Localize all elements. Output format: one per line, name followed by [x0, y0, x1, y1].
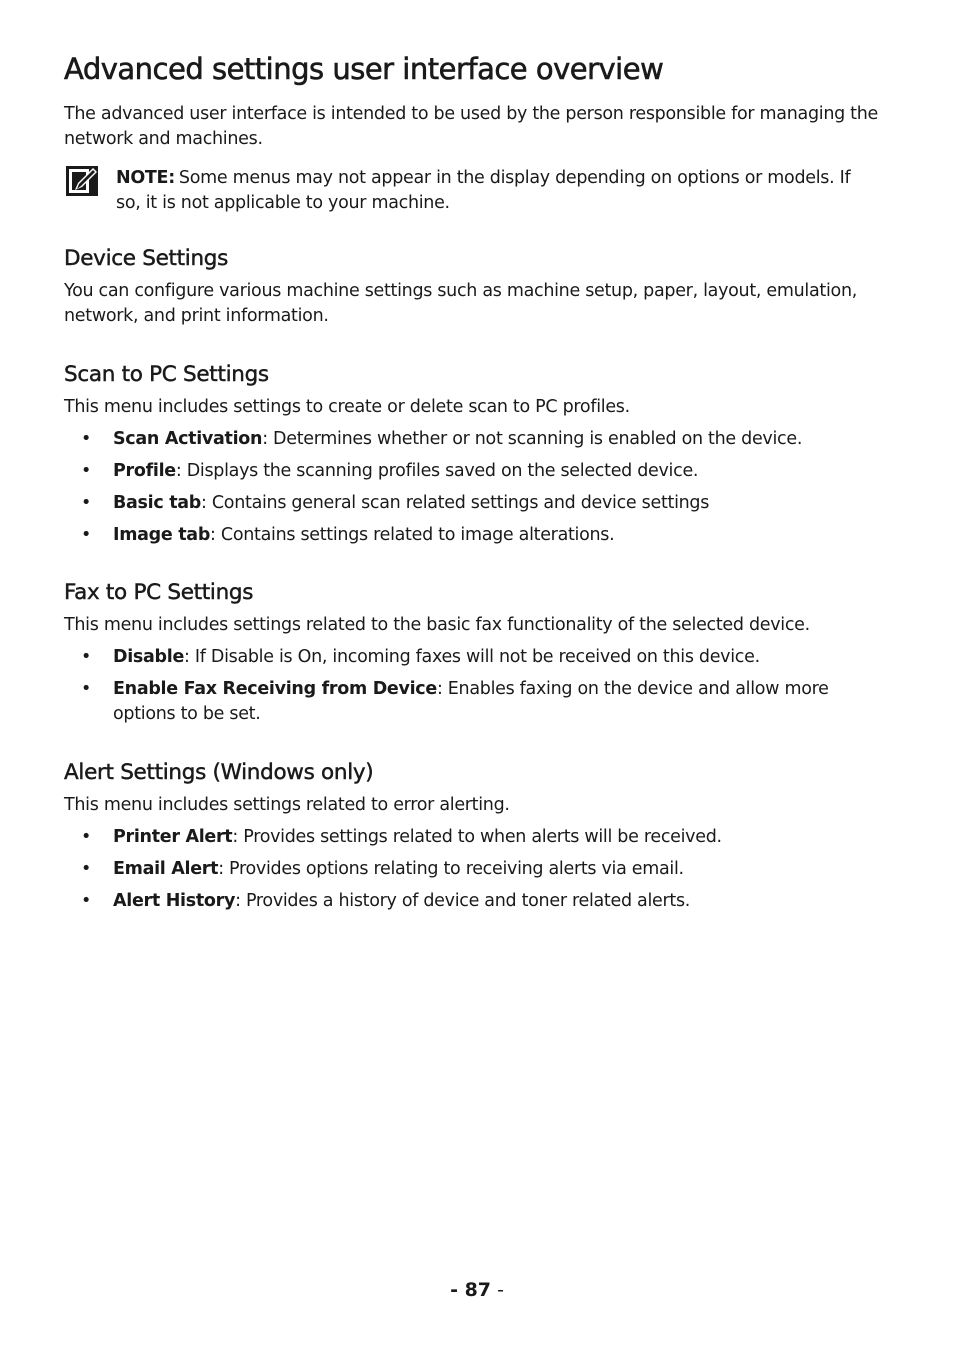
list-item — [64, 889, 894, 914]
section-device-settings — [64, 246, 894, 329]
intro-paragraph: The advanced user interface is intended to be used by the person responsible for managing the network and machines. — [64, 104, 878, 149]
list-item — [64, 523, 894, 548]
section-heading: Fax to PC Settings — [64, 580, 254, 605]
section-description: This menu includes settings to create or delete scan to PC profiles. — [64, 397, 630, 417]
page-number: 87 — [464, 1279, 492, 1301]
list-item-term: Alert History — [113, 891, 236, 911]
list-item — [64, 857, 894, 882]
list-item-text: : Enables faxing on the device and allow more options to be set. — [113, 679, 829, 724]
note-label: NOTE: — [116, 168, 175, 188]
list-item — [64, 677, 894, 727]
page-number-prefix: - — [450, 1279, 465, 1301]
list-item-text: : Provides options relating to receiving alerts via email. — [218, 859, 684, 879]
settings-list — [64, 645, 894, 727]
settings-list — [64, 825, 894, 914]
list-item-term: Disable — [113, 647, 185, 667]
list-item-term: Email Alert — [113, 859, 219, 879]
section-description: This menu includes settings related to the basic fax functionality of the selected device. — [64, 615, 810, 635]
list-item-term: Scan Activation — [113, 429, 263, 449]
section-description: This menu includes settings related to error alerting. — [64, 795, 510, 815]
section-heading: Alert Settings (Windows only) — [64, 760, 374, 785]
list-item-term: Basic tab — [113, 493, 202, 513]
list-item-term: Image tab — [113, 525, 211, 545]
list-item-text: : Displays the scanning profiles saved on the selected device. — [175, 461, 699, 481]
list-item — [64, 491, 894, 516]
note-pencil-icon — [66, 166, 98, 196]
list-item-text: : Provides settings related to when alerts will be received. — [232, 827, 722, 847]
note-body: Some menus may not appear in the display depending on options or models. If so, it is not applicable to your machine. — [116, 168, 851, 213]
section-scan-to-pc-settings — [64, 362, 894, 548]
section-alert-settings — [64, 760, 894, 914]
page-footer — [0, 1279, 954, 1301]
section-description: You can configure various machine settings such as machine setup, paper, layout, emulation, network, and print information. — [64, 281, 857, 326]
list-item — [64, 459, 894, 484]
section-heading: Scan to PC Settings — [64, 362, 269, 387]
section-heading: Device Settings — [64, 246, 229, 271]
list-item — [64, 825, 894, 850]
list-item — [64, 427, 894, 452]
list-item — [64, 645, 894, 670]
page-number-suffix: - — [491, 1279, 504, 1301]
section-fax-to-pc-settings — [64, 580, 894, 727]
list-item-term: Printer Alert — [113, 827, 233, 847]
note-text — [116, 166, 876, 216]
list-item-text: : Determines whether or not scanning is enabled on the device. — [262, 429, 803, 449]
list-item-text: : Provides a history of device and toner related alerts. — [235, 891, 691, 911]
list-item-term: Enable Fax Receiving from Device — [113, 679, 437, 699]
list-item-text: : If Disable is On, incoming faxes will not be received on this device. — [184, 647, 760, 667]
list-item-text: : Contains general scan related settings and device settings — [201, 493, 710, 513]
list-item-term: Profile — [113, 461, 176, 481]
settings-list — [64, 427, 894, 548]
list-item-text: : Contains settings related to image alterations. — [210, 525, 615, 545]
page-title: Advanced settings user interface overview — [64, 52, 664, 86]
